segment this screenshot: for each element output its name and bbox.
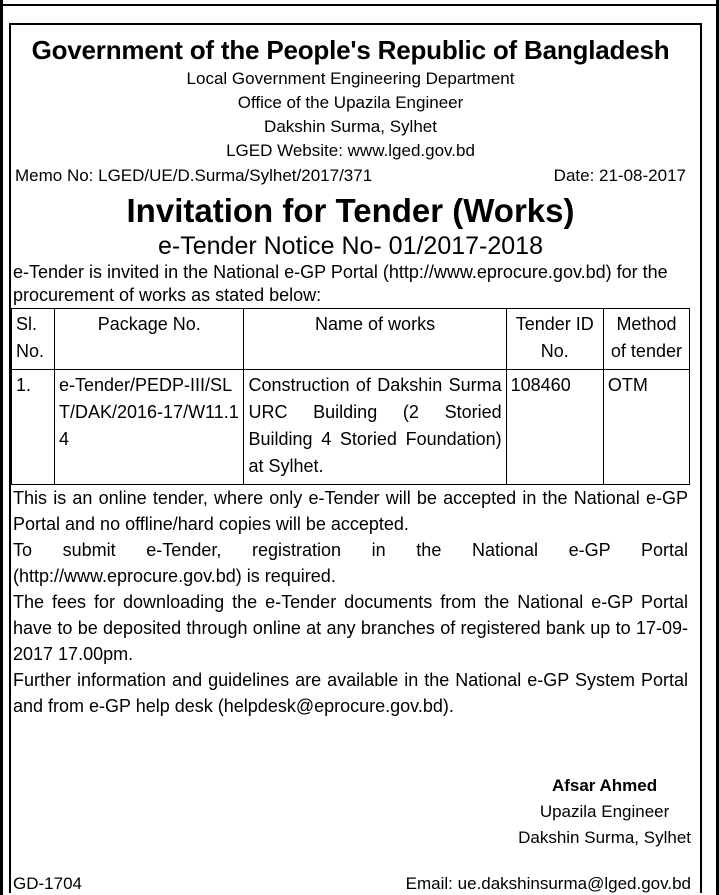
header-tender-id: Tender ID No. xyxy=(506,309,603,370)
memo-row xyxy=(11,164,690,188)
signatory-location: Dakshin Surma, Sylhet xyxy=(518,828,691,847)
signatory-name: Afsar Ahmed xyxy=(551,776,658,795)
intro-text: e-Tender is invited in the National e-GP Portal (http://www.eprocure.gov.bd) for the procurement of works as stated below: xyxy=(13,262,668,305)
left-edge-line xyxy=(0,0,3,895)
signature-block xyxy=(518,773,691,851)
row-method: OTM xyxy=(603,370,689,485)
instructions xyxy=(11,485,690,719)
notice-number: e-Tender Notice No- 01/2017-2018 xyxy=(158,232,543,260)
paragraph-information: Further information and guidelines are available in the National e-GP System Portal and from e-GP help desk (helpdesk@eprocure.gov.bd). xyxy=(13,670,688,716)
table-header-row xyxy=(12,309,690,370)
memo-number: Memo No: LGED/UE/D.Surma/Sylhet/2017/371 xyxy=(15,166,373,185)
row-sl: 1. xyxy=(12,370,55,485)
header-package: Package No. xyxy=(55,309,244,370)
notice-content xyxy=(11,25,690,719)
header-sl: Sl. No. xyxy=(12,309,55,370)
paragraph-online: This is an online tender, where only e-Tender will be accepted in the National e-GP Portal and no offline/hard copies will be accepted. xyxy=(13,488,688,534)
signatory-designation: Upazila Engineer xyxy=(539,802,670,821)
department-line: Local Government Engineering Department xyxy=(186,69,515,88)
tender-title: Invitation for Tender (Works) xyxy=(126,192,575,229)
tender-table xyxy=(11,308,690,485)
location-line: Dakshin Surma, Sylhet xyxy=(264,117,437,136)
top-border-line xyxy=(0,4,719,6)
government-heading: Government of the People's Republic of Bangladesh xyxy=(31,35,670,65)
header-works: Name of works xyxy=(244,309,506,370)
website-line: LGED Website: www.lged.gov.bd xyxy=(226,141,475,160)
memo-date: Date: 21-08-2017 xyxy=(553,166,686,185)
office-line: Office of the Upazila Engineer xyxy=(237,93,464,112)
footer-code: GD-1704 xyxy=(13,874,82,893)
paragraph-fees: The fees for downloading the e-Tender documents from the National e-GP Portal have to be deposited through online at any branches of registered bank up to 17-09-2017 17.00pm. xyxy=(13,592,688,664)
header-method: Method of tender xyxy=(603,309,689,370)
paragraph-registration: To submit e-Tender, registration in the National e-GP Portal (http://www.eprocure.gov.bd) is required. xyxy=(13,540,688,586)
row-works: Construction of Dakshin Surma URC Building (2 Storied Building 4 Storied Foundation) at Sylhet. xyxy=(244,370,506,485)
table-row xyxy=(12,370,690,485)
row-tender-id: 108460 xyxy=(506,370,603,485)
row-package: e-Tender/PEDP-III/SLT/DAK/2016-17/W11.14 xyxy=(55,370,244,485)
signatory-email: Email: ue.dakshinsurma@lged.gov.bd xyxy=(405,874,691,893)
